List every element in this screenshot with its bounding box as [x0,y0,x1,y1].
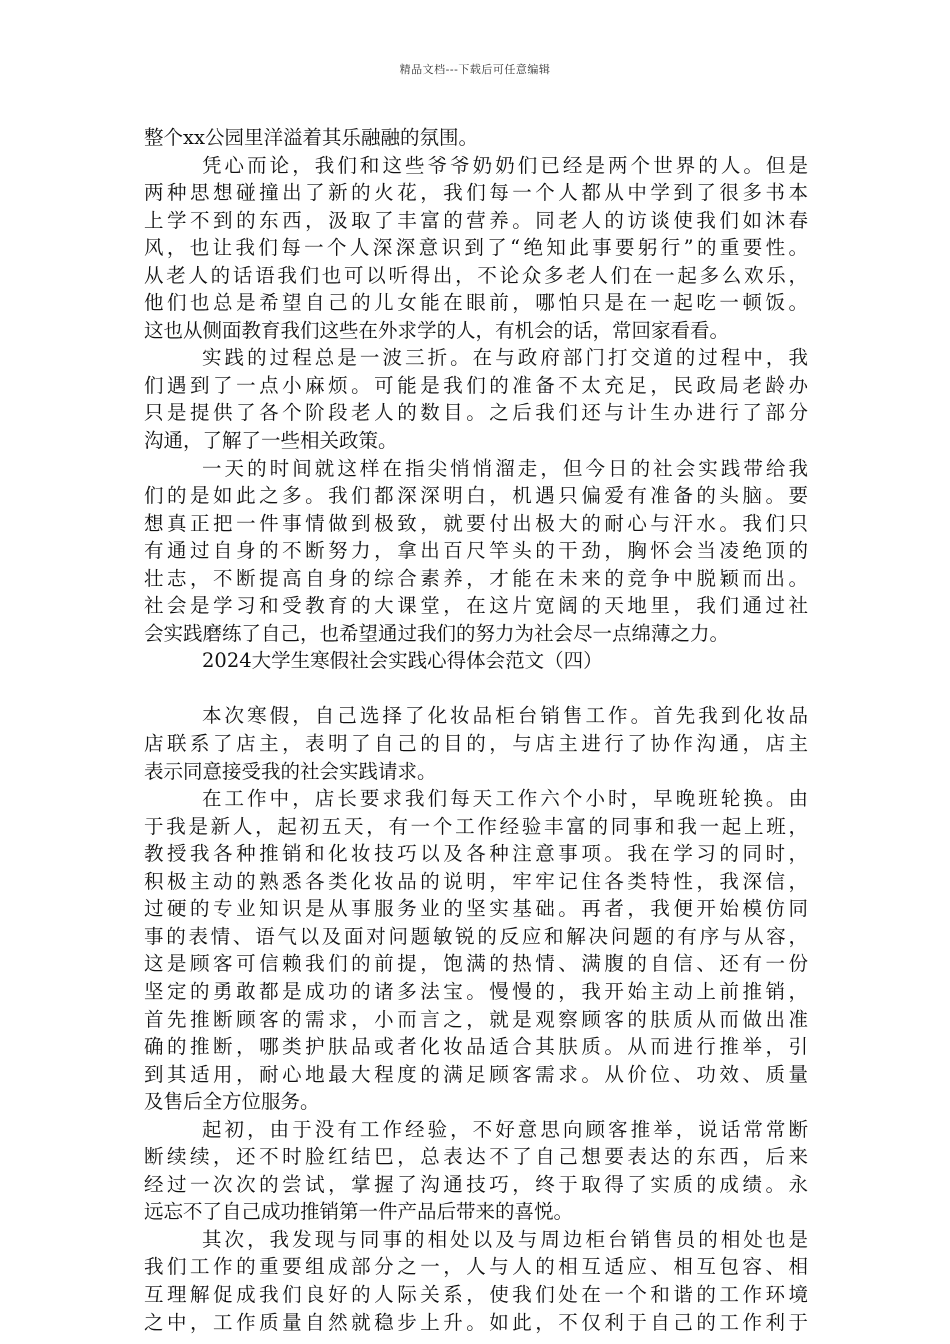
text-line: 互理解促成我们良好的人际关系，使我们处在一个和谐的工作环境 [144,1282,808,1306]
text-line: 确的推断，哪类护肤品或者化妆品适合其肤质。从而进行推举，引 [144,1035,808,1059]
text-line: 上学不到的东西，汲取了丰富的营养。同老人的访谈使我们如沐春 [144,208,808,232]
text-line: 两种思想碰撞出了新的火花，我们每一个人都从中学到了很多书本 [144,181,808,205]
blank-line [144,675,808,703]
text-line: 这是顾客可信赖我们的前提，饱满的热情、满腹的自信、还有一份 [144,952,808,976]
text-line: 想真正把一件事情做到极致，就要付出极大的耐心与汗水。我们只 [144,511,808,535]
text-line: 我们工作的重要组成部分之一，人与人的相互适应、相互包容、相 [144,1255,808,1279]
text-line: 教授我各种推销和化妆技巧以及各种注意事项。我在学习的同时， [144,842,808,866]
text-line: 2024大学生寒假社会实践心得体会范文（四） [202,649,603,673]
text-line: 经过一次次的尝试，掌握了沟通技巧，终于取得了实质的成绩。永 [144,1172,808,1196]
document-body [144,124,808,1336]
text-line: 整个xx公园里洋溢着其乐融融的氛围。 [144,126,478,149]
text-line: 本次寒假，自己选择了化妆品柜台销售工作。首先我到化妆品 [202,704,808,728]
text-line: 风，也让我们每一个人深深意识到了“绝知此事要躬行”的重要性。 [144,236,808,260]
text-line: 这也从侧面教育我们这些在外求学的人，有机会的话，常回家看看。 [144,318,730,342]
text-line: 表示同意接受我的社会实践请求。 [144,759,437,783]
text-line: 实践的过程总是一波三折。在与政府部门打交道的过程中，我 [202,346,808,370]
text-line: 坚定的勇敢都是成功的诸多法宝。慢慢的，我开始主动上前推销， [144,979,808,1003]
text-line: 首先推断顾客的需求，小而言之，就是观察顾客的肤质从而做出准 [144,1007,808,1031]
text-line: 凭心而论，我们和这些爷爷奶奶们已经是两个世界的人。但是 [202,153,808,177]
text-line: 远忘不了自己成功推销第一件产品后带来的喜悦。 [144,1200,574,1224]
text-line: 在工作中，店长要求我们每天工作六个小时，早晚班轮换。由 [202,787,808,811]
text-line: 有通过自身的不断努力，拿出百尺竿头的干劲，胸怀会当凌绝顶的 [144,539,808,563]
page-header: 精品文档---下载后可任意编辑 [399,63,551,76]
text-line: 一天的时间就这样在指尖悄悄溜走，但今日的社会实践带给我 [202,456,808,480]
text-line: 过硬的专业知识是从事服务业的坚实基础。再者，我便开始模仿同 [144,897,808,921]
text-line: 会实践磨练了自己，也希望通过我们的努力为社会尽一点绵薄之力。 [144,621,730,645]
text-line: 其次，我发现与同事的相处以及与周边柜台销售员的相处也是 [202,1227,808,1251]
text-line: 壮志，不断提高自身的综合素养，才能在未来的竞争中脱颖而出。 [144,566,808,590]
text-line: 之中，工作质量自然就稳步上升。如此，不仅利于自己的工作利于 [144,1310,808,1334]
text-line: 们遇到了一点小麻烦。可能是我们的准备不太充足，民政局老龄办 [144,373,808,397]
text-line: 们的是如此之多。我们都深深明白，机遇只偏爱有准备的头脑。要 [144,484,808,508]
text-line: 断续续，还不时脸红结巴，总表达不了自己想要表达的东西，后来 [144,1145,808,1169]
text-line: 事的表情、语气以及面对问题敏锐的反应和解决问题的有序与从容， [144,924,808,948]
text-line: 沟通，了解了一些相关政策。 [144,429,398,453]
text-line: 起初，由于没有工作经验，不好意思向顾客推举，说话常常断 [202,1117,808,1141]
text-line: 社会是学习和受教育的大课堂，在这片宽阔的天地里，我们通过社 [144,594,808,618]
text-line: 到其适用，耐心地最大程度的满足顾客需求。从价位、功效、质量 [144,1062,808,1086]
text-line: 店联系了店主，表明了自己的目的，与店主进行了协作沟通，店主 [144,732,808,756]
text-line: 从老人的话语我们也可以听得出，不论众多老人们在一起多么欢乐， [144,263,808,287]
text-line: 积极主动的熟悉各类化妆品的说明，牢牢记住各类特性，我深信， [144,869,808,893]
text-line: 及售后全方位服务。 [144,1090,320,1114]
text-line: 只是提供了各个阶段老人的数目。之后我们还与计生办进行了部分 [144,401,808,425]
text-line: 他们也总是希望自己的儿女能在眼前，哪怕只是在一起吃一顿饭。 [144,291,808,315]
text-line: 于我是新人，起初五天，有一个工作经验丰富的同事和我一起上班， [144,814,808,838]
